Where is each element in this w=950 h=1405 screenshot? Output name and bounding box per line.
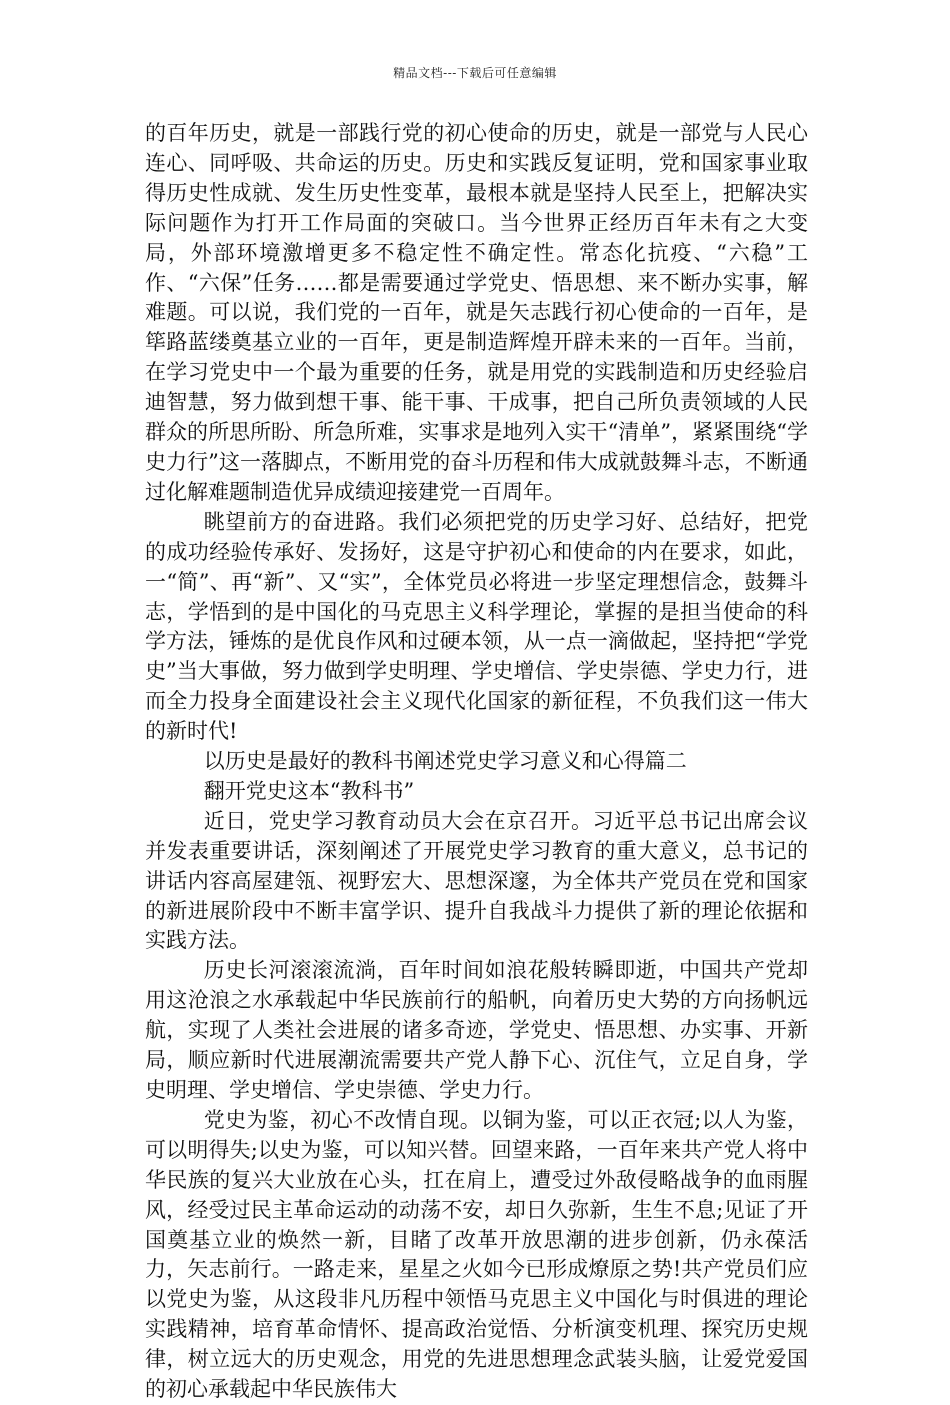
paragraph-meeting: 近日，党史学习教育动员大会在京召开。习近平总书记出席会议并发表重要讲话，深刻阐述了开展党史学习教育的重大意义，总书记的讲话内容高屋建瓴、视野宏大、思想深邃，为全体共产党员在党和国家的新进展阶段中不断丰富学识、提升自我战斗力提供了新的理论依据和实践方法。 [145, 808, 808, 953]
paragraph-history-mirror: 党史为鉴，初心不改情自现。以铜为鉴，可以正衣冠;以人为鉴，可以明得失;以史为鉴，可以知兴替。回望来路，一百年来共产党人将中华民族的复兴大业放在心头，扛在肩上，遭受过外敌侵略战争的血雨腥风，经受过民主革命运动的动荡不安，却日久弥新，生生不息;见证了开国奠基立业的焕然一新，目睹了改革开放思潮的进步创新，仍永葆活力，矢志前行。一路走来，星星之火如今已形成燎原之势!共产党员们应以党史为鉴，从这段非凡历程中领悟马克思主义中国化与时俱进的理论实践精神，培育革命情怀、提高政治觉悟、分析演变机理、探究历史规律，树立远大的历史观念，用党的先进思想理念武装头脑，让爱党爱国的初心承载起中华民族伟大 [145, 1107, 808, 1402]
paragraph-continuation: 的百年历史，就是一部践行党的初心使命的历史，就是一部党与人民心连心、同呼吸、共命运的历史。历史和实践反复证明，党和国家事业取得历史性成就、发生历史性变革，最根本就是坚持人民至上，把解决实际问题作为打开工作局面的突破口。当今世界正经历百年未有之大变局，外部环境激增更多不稳定性不确定性。常态化抗疫、“六稳”工作、“六保”任务……都是需要通过学党史、悟思想、来不断办实事，解难题。可以说，我们党的一百年，就是矢志践行初心使命的一百年，是筚路蓝缕奠基立业的一百年，更是制造辉煌开辟未来的一百年。当前，在学习党史中一个最为重要的任务，就是用党的实践制造和历史经验启迪智慧，努力做到想干事、能干事、干成事，把自己所负责领域的人民群众的所思所盼、所急所难，实事求是地列入实干“清单”，紧紧围绕“学史力行”这一落脚点，不断用党的奋斗历程和伟大成就鼓舞斗志，不断通过化解难题制造优异成绩迎接建党一百周年。 [145, 121, 808, 504]
paragraph-outlook: 眺望前方的奋进路。我们必须把党的历史学习好、总结好，把党的成功经验传承好、发扬好，这是守护初心和使命的内在要求，如此，一“简”、再“新”、又“实”，全体党员必将进一步坚定理想信念，鼓舞斗志，学悟到的是中国化的马克思主义科学理论，掌握的是担当使命的科学方法，锤炼的是优良作风和过硬本领，从一点一滴做起，坚持把“学党史”当大事做，努力做到学史明理、学史增信、学史崇德、学史力行，进而全力投身全面建设社会主义现代化国家的新征程，不负我们这一伟大的新时代! [145, 509, 808, 744]
section-subtitle: 翻开党史这本“教科书” [203, 778, 415, 803]
section-title: 以历史是最好的教科书阐述党史学习意义和心得篇二 [203, 749, 687, 774]
page-header: 精品文档---下载后可任意编辑 [393, 66, 557, 80]
document-body [145, 119, 808, 1405]
paragraph-history-river: 历史长河滚滚流淌，百年时间如浪花般转瞬即逝，中国共产党却用这沧浪之水承载起中华民族前行的船帆，向着历史大势的方向扬帆远航，实现了人类社会进展的诸多奇迹，学党史、悟思想、办实事、开新局，顺应新时代进展潮流需要共产党人静下心、沉住气，立足自身，学史明理、学史增信、学史崇德、学史力行。 [145, 958, 808, 1102]
